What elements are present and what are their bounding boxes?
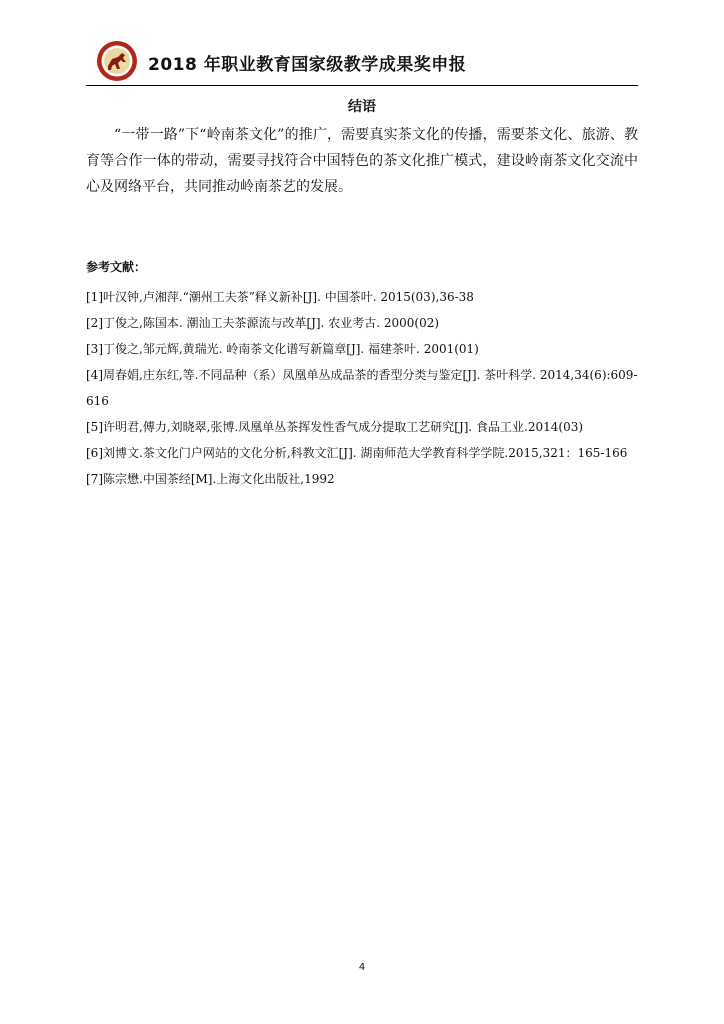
conclusion-heading: 结语 bbox=[348, 99, 376, 115]
school-emblem-horse-icon bbox=[96, 40, 138, 82]
document-header-title: 2018 年职业教育国家级教学成果奖申报 bbox=[148, 55, 467, 75]
reference-item: [7]陈宗懋.中国茶经[M].上海文化出版社,1992 bbox=[86, 472, 335, 486]
page-header bbox=[96, 40, 656, 84]
reference-item: [1]叶汉钟,卢湘萍.“潮州工夫茶”释义新补[J]. 中国茶叶. 2015(03),36-38 bbox=[86, 290, 474, 304]
reference-item: [6]刘博文.茶文化门户网站的文化分析,科教文汇[J]. 湖南师范大学教育科学学院.2015,321：165-166 bbox=[86, 446, 628, 460]
reference-item: [3]丁俊之,邹元辉,黄瑞光. 岭南茶文化谱写新篇章[J]. 福建茶叶. 2001(01) bbox=[86, 342, 479, 356]
reference-item: [2]丁俊之,陈国本. 潮汕工夫茶源流与改革[J]. 农业考古. 2000(02) bbox=[86, 316, 440, 330]
references-heading: 参考文献： bbox=[86, 260, 147, 274]
conclusion-paragraph: “一带一路”下“岭南茶文化”的推广，需要真实茶文化的传播，需要茶文化、旅游、教育等合作一体的带动，需要寻找符合中国特色的茶文化推广模式，建设岭南茶文化交流中心及网络平台，共同推动岭南茶艺的发展。 bbox=[86, 127, 638, 195]
references-list bbox=[86, 284, 638, 492]
reference-item: [4]周春娟,庄东红,等.不同品种（系）凤凰单丛成品茶的香型分类与鉴定[J]. 茶叶科学. 2014,34(6):609-616 bbox=[86, 368, 638, 408]
reference-item: [5]许明君,傅力,刘晓翠,张博.凤凰单丛茶挥发性香气成分提取工艺研究[J]. 食品工业.2014(03) bbox=[86, 420, 584, 434]
header-divider bbox=[86, 85, 638, 86]
page-number: 4 bbox=[358, 962, 366, 973]
